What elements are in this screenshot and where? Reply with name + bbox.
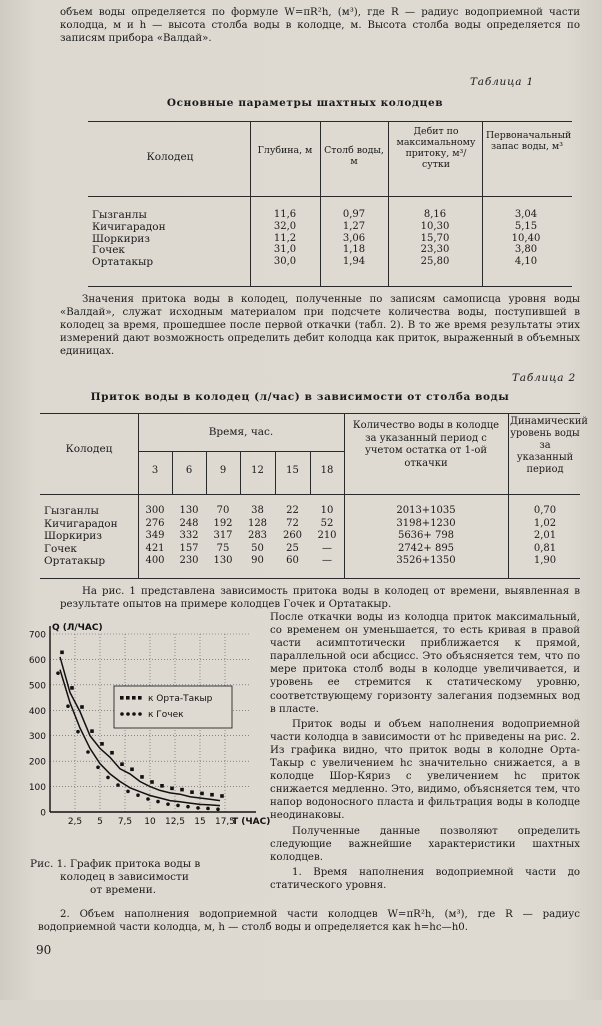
t2-row-value: 421 <box>145 542 165 554</box>
t2-row-value: 332 <box>179 530 199 542</box>
data-point-square <box>200 792 204 796</box>
t1-row-debit: 8,16 <box>423 209 447 220</box>
list-item-1: 1. Время наполнения водоприемной части до статического уровня. <box>270 866 580 891</box>
t2-row-name: Гызганлы <box>44 505 99 517</box>
legend-marker <box>132 696 136 700</box>
t2-hour-header: 3 <box>151 465 159 476</box>
data-point-dot <box>66 704 70 708</box>
x-axis-label: T (ЧАС) <box>232 817 271 827</box>
paragraph-5: Полученные данные позволяют определить следующие важнейшие характеристики шахтных колодцев. <box>270 825 580 863</box>
t2-row-value: 25 <box>286 542 299 554</box>
t2-row-value: 210 <box>317 530 337 542</box>
legend-marker <box>120 696 124 700</box>
table2-title: Приток воды в колодец (л/час) в зависимости от столба воды <box>90 391 510 403</box>
data-point-square <box>70 686 74 690</box>
t2-row-dynamic: 0,70 <box>533 505 557 516</box>
data-point-square <box>160 784 164 788</box>
legend-marker <box>132 712 136 716</box>
t2-row-dynamic: 2,01 <box>533 530 557 542</box>
t2-row-value: 52 <box>320 517 334 529</box>
data-point-dot <box>86 750 90 754</box>
t1-row-name: Гызганлы <box>92 209 147 221</box>
t2-row-amount: 3198+1230 <box>396 517 456 529</box>
t2-row-value: 38 <box>251 505 264 516</box>
t2-row-dynamic: 0,81 <box>533 542 557 554</box>
figure-caption <box>30 858 270 897</box>
data-point-square <box>140 775 144 779</box>
intro-paragraph: объем воды определяется по формуле W=πR²h, (м³), где R — радиус водоприемной части колодца, м и h — высота столба воды в колодце, м. Высота столба воды определяется по записям прибора «Валдай». <box>60 7 580 45</box>
t2-row-amount: 2742+ 895 <box>397 542 455 554</box>
data-point-square <box>150 780 154 784</box>
t2-row-amount: 5636+ 798 <box>397 530 455 542</box>
paragraph-4: Приток воды и объем наполнения водоприемной части колодца в зависимости от hc приведены на рис. 2. Из графика видно, что приток воды в колодне Орта-Такыр с увеличением hc значительно снижается, а в колодце Шор-Кяриз с увеличением hc приток снижается медленно. Это, видимо, объясняется тем, что напор водоносного пласта и фильтрация воды в колодце неодинаковы. <box>270 718 580 822</box>
table2-label: Таблица 2 <box>512 372 576 384</box>
t1-header-depth: Глубина, м <box>257 145 313 156</box>
t1-row-depth: 30,0 <box>273 256 297 268</box>
t2-row-amount: 2013+1035 <box>396 505 456 516</box>
data-point-square <box>190 790 194 794</box>
t2-row-value: 72 <box>286 517 299 529</box>
t2-row-value: 248 <box>179 517 199 529</box>
y-tick-label: 400 <box>28 706 46 717</box>
t1-row-depth: 11,6 <box>273 209 297 220</box>
figure-caption-line-2: колодец в зависимости <box>60 871 189 883</box>
data-point-square <box>60 651 64 655</box>
data-point-square <box>210 793 214 797</box>
data-point-dot <box>76 730 80 734</box>
data-point-dot <box>216 807 220 811</box>
y-axis-label: Q (Л/ЧАС) <box>52 623 103 633</box>
t1-row-depth: 11,2 <box>273 232 297 244</box>
t1-row-stock: 3,04 <box>514 209 538 220</box>
x-tick-label: 5 <box>97 817 103 827</box>
t2-hour-header: 15 <box>286 465 299 476</box>
y-tick-label: 200 <box>28 757 46 768</box>
data-point-dot <box>126 790 130 794</box>
data-point-dot <box>206 807 210 811</box>
legend-label: к Орта-Такыр <box>148 694 213 704</box>
t2-row-value: 317 <box>213 530 233 542</box>
t2-header-time: Время, час. <box>208 426 274 438</box>
t1-row-debit: 23,30 <box>420 244 450 256</box>
t2-row-name: Гочек <box>44 542 77 555</box>
figure-1-chart <box>22 620 272 842</box>
t1-row-column: 0,97 <box>342 209 366 220</box>
t2-hour-header: 12 <box>251 465 264 476</box>
data-point-dot <box>96 765 100 769</box>
data-point-dot <box>166 802 170 806</box>
t2-row-value: 90 <box>251 555 264 567</box>
t1-row-depth: 32,0 <box>273 220 297 232</box>
data-point-square <box>120 762 124 766</box>
data-point-dot <box>186 805 190 809</box>
t1-header-column: Столб воды, м <box>324 145 384 167</box>
paragraph-3-lead: На рис. 1 представлена зависимость притока воды в колодец от времени, выявленная в результате опытов на примере колодцев Гочек и Ортатакыр. <box>60 586 580 611</box>
t2-row-value: 130 <box>179 505 199 516</box>
x-tick-label: 12,5 <box>164 817 186 827</box>
t2-row-dynamic: 1,90 <box>533 555 557 567</box>
t1-row-name: Кичигарадон <box>92 220 166 233</box>
t2-row-amount: 3526+1350 <box>396 555 456 567</box>
x-tick-label: 2,5 <box>67 817 83 827</box>
t1-header-well: Колодец <box>146 151 194 163</box>
t1-row-debit: 25,80 <box>420 256 450 268</box>
t1-row-column: 1,27 <box>342 220 366 232</box>
legend-marker <box>126 696 130 700</box>
t1-row-column: 3,06 <box>342 232 366 244</box>
data-point-square <box>170 787 174 791</box>
t1-row-name: Ортатакыр <box>92 256 154 269</box>
paragraph-3-rest: После откачки воды из колодца приток максимальный, со временем он уменьшается, то есть кривая в правой части асимптотически приближается к прямой, параллельной оси абсцисс. Это объясняется тем, что по мере притока столб воды в колодце увеличивается, и уровень ее стремится к статическому уровню, соответствующему горизонту залегания подземных вод в пласте. <box>270 612 580 715</box>
legend-marker <box>138 696 142 700</box>
t2-header-dynamic: Динамический уровень воды за указанный период <box>510 416 588 475</box>
data-point-square <box>180 788 184 792</box>
t1-row-depth: 31,0 <box>273 244 297 256</box>
t2-row-value: 300 <box>145 505 165 516</box>
data-point-dot <box>156 800 160 804</box>
series-curve <box>60 657 220 801</box>
page-number: 90 <box>36 943 52 957</box>
t2-row-value: — <box>322 542 332 554</box>
x-tick-label: 7,5 <box>117 817 133 827</box>
t1-row-name: Гочек <box>92 244 125 257</box>
y-tick-label: 0 <box>40 808 46 819</box>
t1-row-stock: 3,80 <box>514 244 538 256</box>
t2-row-value: 50 <box>251 542 264 554</box>
t2-row-value: 276 <box>145 517 165 529</box>
legend-marker <box>138 712 142 716</box>
data-point-square <box>220 794 224 798</box>
t2-row-dynamic: 1,02 <box>533 517 557 529</box>
data-point-square <box>80 705 84 709</box>
t2-row-value: 157 <box>179 542 199 554</box>
t2-row-value: 10 <box>320 505 334 516</box>
y-tick-label: 700 <box>28 630 46 641</box>
y-tick-label: 100 <box>28 783 46 794</box>
t2-row-value: 70 <box>216 505 230 516</box>
t2-row-name: Ортатакыр <box>44 555 106 568</box>
legend-box <box>114 686 232 728</box>
t1-row-stock: 4,10 <box>514 256 538 268</box>
t1-row-debit: 10,30 <box>420 220 450 232</box>
t1-row-column: 1,18 <box>342 244 366 256</box>
t1-row-column: 1,94 <box>342 256 366 268</box>
t2-hour-header: 18 <box>320 465 334 476</box>
data-point-square <box>90 729 94 733</box>
data-point-dot <box>196 806 200 810</box>
paragraph-2: Значения притока воды в колодец, полученные по записям самописца уровня воды «Валдай», служат исходным материалом при подсчете количества воды, поступившей в колодец за время, прошедшее после первой откачки (табл. 2). В то же время результаты этих измерений дают возможность определить дебит колодца как приток, выраженный в объемных единицах. <box>60 294 580 358</box>
t2-hour-header: 9 <box>219 465 227 476</box>
data-point-dot <box>56 671 60 675</box>
t2-row-value: — <box>322 555 332 567</box>
t2-row-value: 60 <box>286 555 299 567</box>
t2-header-amount: Количество воды в колодце за указанный период с учетом остатка от 1-ой откачки <box>352 420 500 469</box>
x-tick-label: 10 <box>144 817 156 827</box>
data-point-square <box>130 767 134 771</box>
t2-row-value: 260 <box>282 530 303 542</box>
figure-caption-line-3: от времени. <box>90 884 157 896</box>
t2-row-value: 230 <box>179 555 199 567</box>
t2-row-value: 283 <box>247 530 268 542</box>
legend-label: к Гочек <box>148 710 184 720</box>
right-column <box>270 611 580 1026</box>
data-point-square <box>100 742 104 746</box>
t1-header-stock: Первоначальный запас воды, м³ <box>486 130 572 152</box>
data-point-square <box>110 751 114 755</box>
figure-caption-line-1: Рис. 1. График притока воды в <box>30 858 201 870</box>
legend-marker <box>126 712 130 716</box>
t2-row-value: 400 <box>145 555 165 567</box>
t1-row-stock: 10,40 <box>511 232 541 244</box>
y-tick-label: 500 <box>28 681 46 692</box>
data-point-dot <box>176 804 180 808</box>
t2-row-value: 22 <box>286 505 299 516</box>
t1-row-name: Шоркириз <box>92 232 151 245</box>
list-item-2: 2. Объем наполнения водоприемной части колодцев W=πR²h, (м³), где R — радиус водоприемной части колодца, м, h — столб воды и определяется как h=hc—h0. <box>38 909 580 934</box>
x-tick-label: 15 <box>194 817 206 827</box>
t2-row-name: Кичигарадон <box>44 517 118 530</box>
t2-row-value: 192 <box>213 517 233 529</box>
t2-row-value: 128 <box>247 517 268 529</box>
data-point-dot <box>116 783 120 787</box>
t1-row-debit: 15,70 <box>420 232 450 244</box>
data-point-dot <box>136 793 140 797</box>
x-tick-label: 17,5 <box>214 817 236 827</box>
t2-row-name: Шоркириз <box>44 530 103 543</box>
legend-marker <box>120 712 124 716</box>
table1-label: Таблица 1 <box>470 76 534 88</box>
t1-header-debit: Дебит по максимальному притоку, м³/сутки <box>396 126 476 170</box>
table1-title: Основные параметры шахтных колодцев <box>166 97 444 109</box>
t1-row-stock: 5,15 <box>514 220 538 232</box>
data-point-dot <box>106 776 110 780</box>
y-tick-label: 600 <box>28 655 46 666</box>
data-point-dot <box>146 797 150 801</box>
t2-header-well: Колодец <box>65 443 113 455</box>
y-tick-label: 300 <box>28 732 46 743</box>
t2-row-value: 130 <box>213 555 233 567</box>
t2-hour-header: 6 <box>185 465 193 476</box>
t2-row-value: 75 <box>216 542 230 554</box>
t2-row-value: 349 <box>145 530 165 542</box>
